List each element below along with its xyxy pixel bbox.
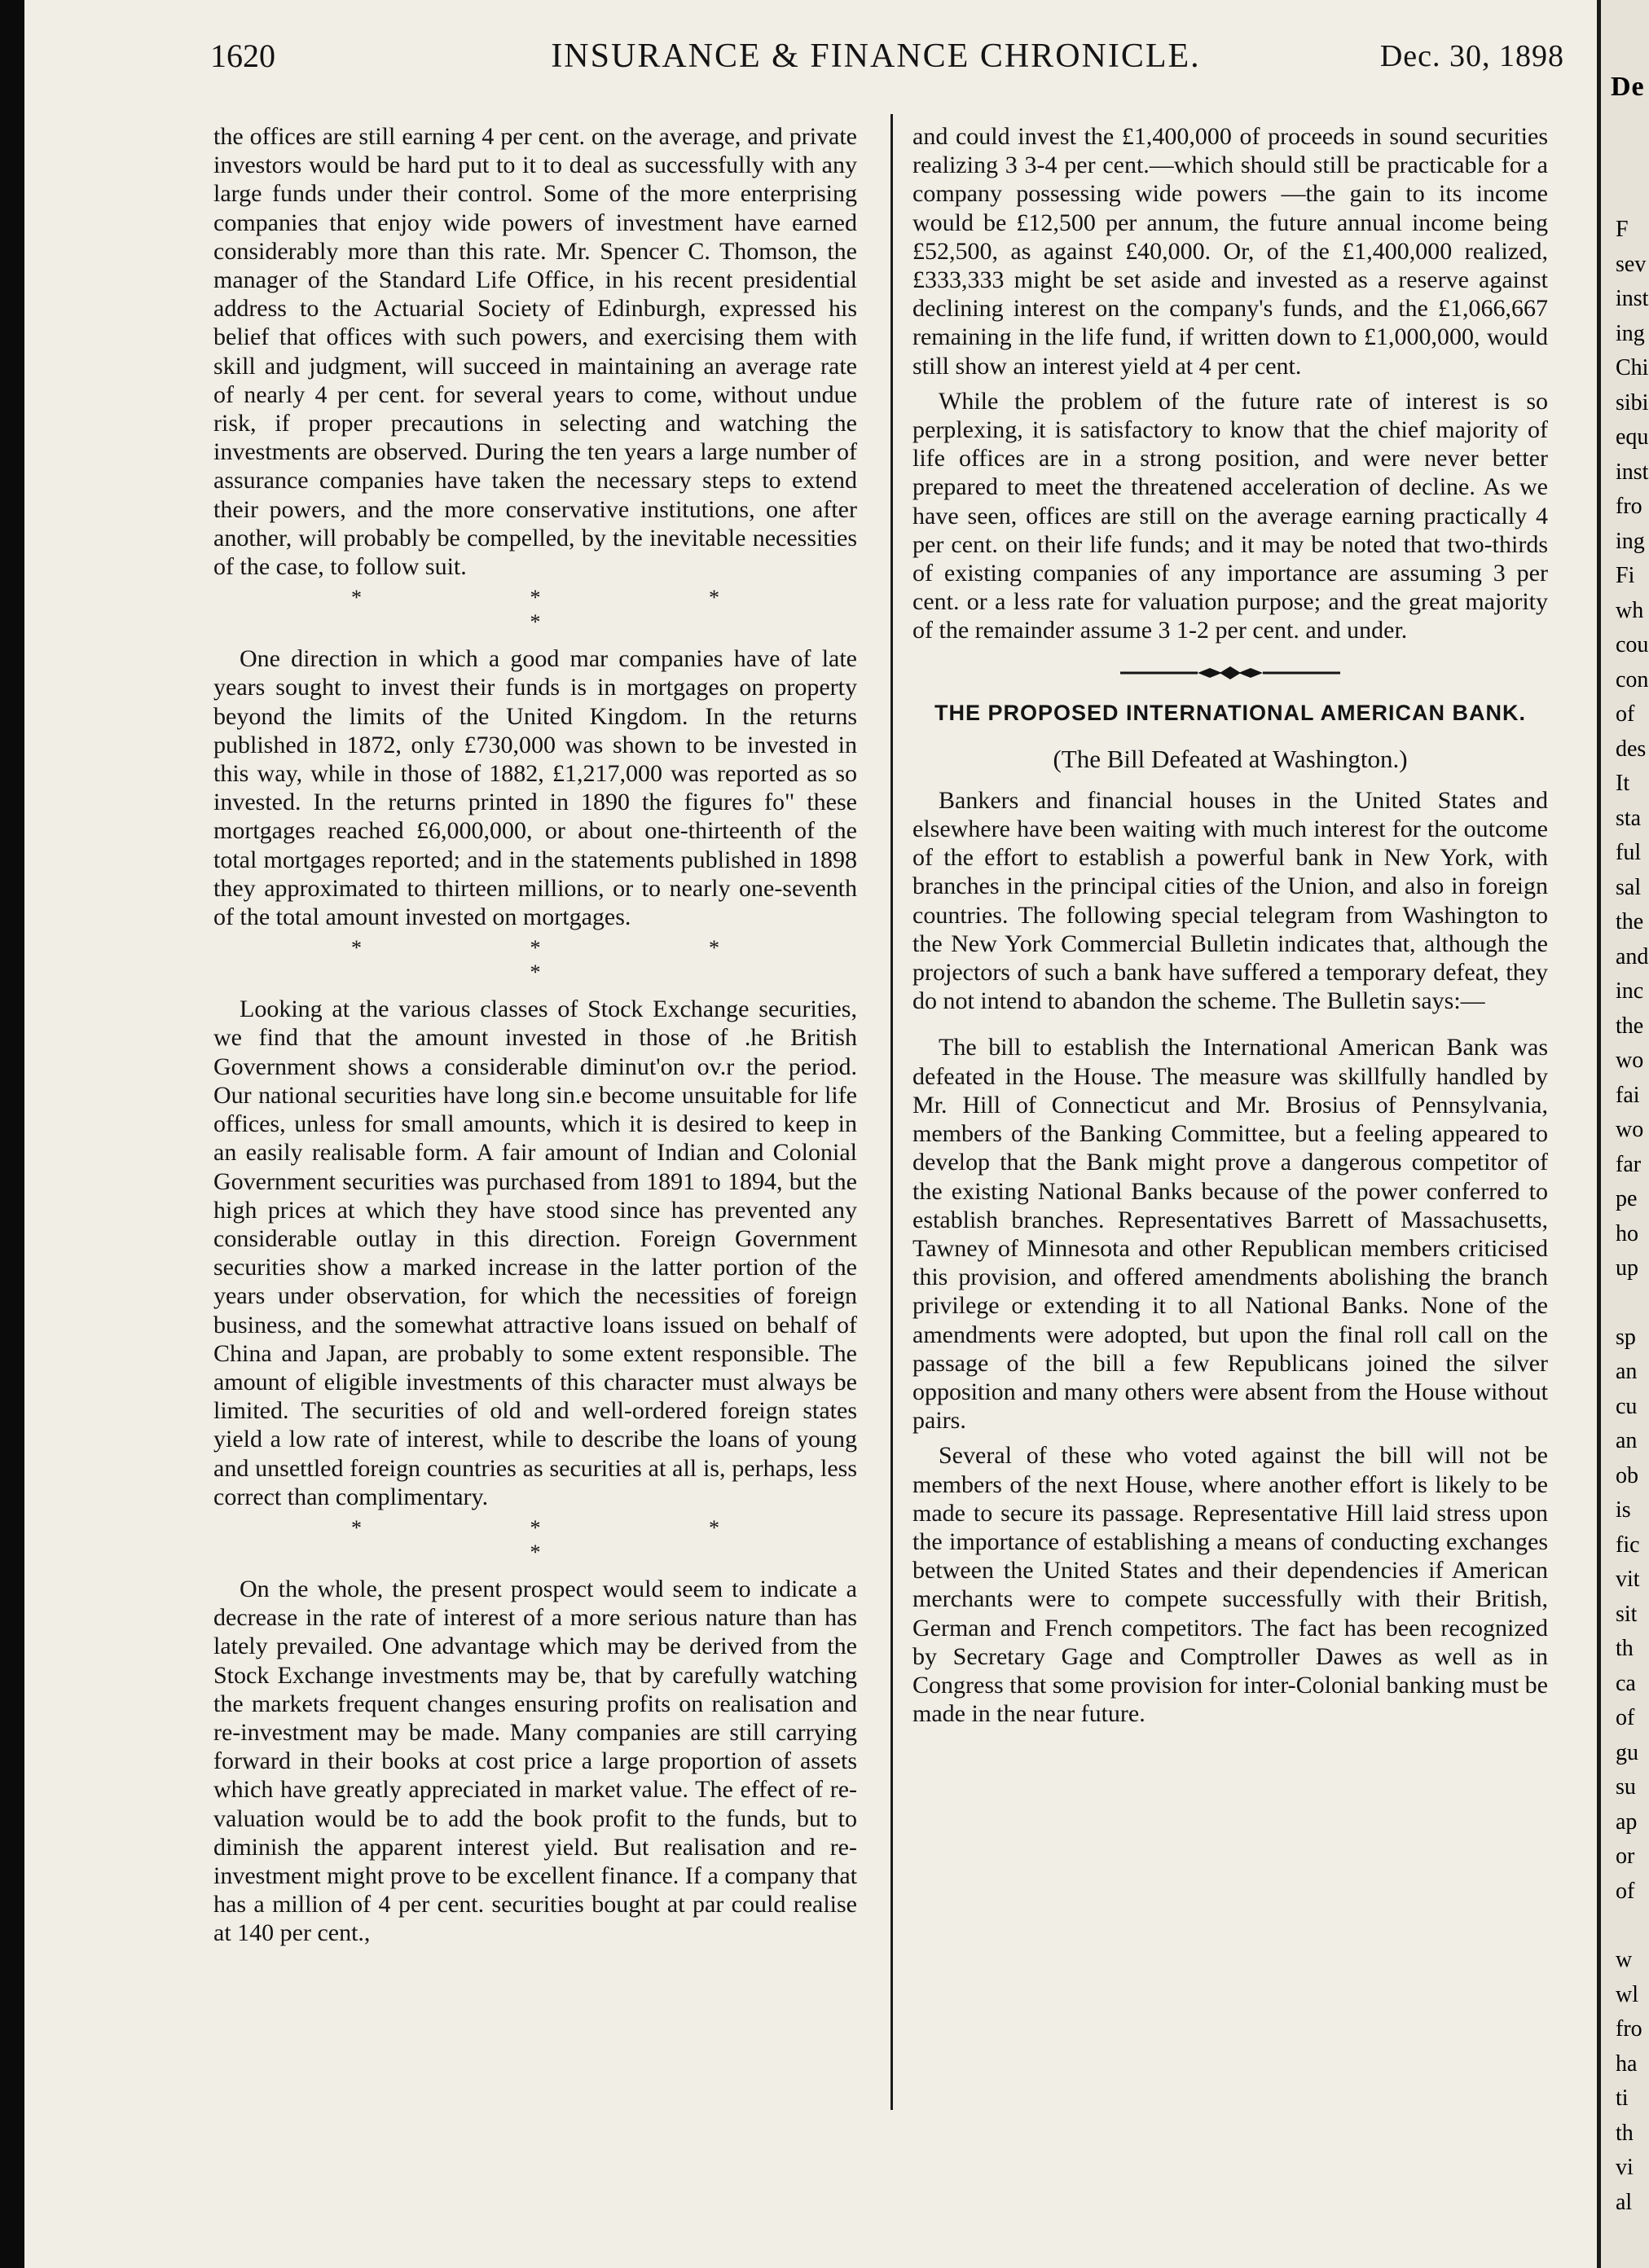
column-divider <box>890 114 893 2110</box>
adjacent-page-line-fragment: vi <box>1616 2155 1634 2180</box>
page-number: 1620 <box>210 37 275 74</box>
adjacent-page-line-fragment: w <box>1616 1947 1633 1972</box>
paragraph: the offices are still earning 4 per cent. on the average, and private investors would be hard put to it to deal as successfully with any large funds under their control. Some of the more enterprising companies that enjoy wide powers of investment have earned considerably more than this rate. Mr. Spencer C. Thomson, the manager of the Standard Life Office, in his recent presidential address to the Actuarial Society of Edinburgh, expressed his belief that offices with such powers, and exercising them with skill and judgment, will succeed in maintaining an average rate of nearly 4 per cent. for several years to come, without undue risk, if proper precautions in selecting and watching the investments are observed. During the ten years a large number of assurance companies have taken the necessary steps to extend their powers, and the more conservative institutions, one after another, will probably be compelled, by the inevitable necessities of the case, to follow suit. <box>213 123 857 581</box>
paragraph: Bankers and financial houses in the United States and elsewhere have been waiting with much interest for the outcome of the effort to establish a powerful bank in New York, with branches in the principal cities of the Union, and also in foreign countries. The following special telegram from Washington to the New York Commercial Bulletin indicates that, although the projectors of such a bank have suffered a temporary defeat, they do not intend to abandon the scheme. The Bulletin says:— <box>912 786 1548 1015</box>
adjacent-page-line-fragment: ho <box>1616 1220 1638 1246</box>
section-break-stars: * * * * <box>351 936 801 985</box>
adjacent-page-line-fragment: of <box>1616 701 1635 727</box>
adjacent-page-line-fragment: fai <box>1616 1082 1640 1108</box>
adjacent-page-line-fragment: an <box>1616 1428 1638 1453</box>
adjacent-page-line-fragment: of <box>1616 1878 1635 1904</box>
adjacent-page-line-fragment: th <box>1616 2120 1634 2146</box>
adjacent-page-line-fragment: wo <box>1616 1048 1644 1073</box>
adjacent-page-line-fragment: con <box>1616 666 1649 692</box>
adjacent-page-line-fragment: wh <box>1616 597 1644 623</box>
adjacent-page-line-fragment: gu <box>1616 1739 1638 1765</box>
adjacent-page-line-fragment: is <box>1616 1497 1631 1523</box>
adjacent-page-line-fragment: ap <box>1616 1809 1638 1835</box>
adjacent-page-line-fragment: the <box>1616 1013 1644 1039</box>
adjacent-page-text-group <box>1601 213 1649 1286</box>
page-header <box>187 37 1564 86</box>
adjacent-page-line-fragment: F <box>1616 217 1629 242</box>
adjacent-page-line-fragment: ob <box>1616 1462 1638 1488</box>
adjacent-page-line-fragment: of <box>1616 1705 1635 1730</box>
adjacent-page-line-fragment: wl <box>1616 1981 1638 2007</box>
paragraph: Looking at the various classes of Stock Exchange securities, we find that the amount invested in those of .he British Government shows a considerable diminut'on ov.r the period. Our national securities have long sin.e become unsuitable for life offices, unless for small amounts, which it is desired to keep in an easily realisable form. A fair amount of Indian and Colonial Government securities was purchased from 1891 to 1894, but the high prices at which they have stood since has prevented any considerable outlay in this direction. Foreign Government securities show a marked increase in the latter portion of the years under observation, for which the necessities of foreign business, and the somewhat attractive loans issued on behalf of China and Japan, are probably to some extent responsible. The amount of eligible investments of this character must always be limited. The securities of old and well-ordered foreign states yield a low rate of interest, while to describe the loans of young and unsettled foreign countries as securities at all is, perhaps, less correct than complimentary. <box>213 996 857 1510</box>
adjacent-page-line-fragment: ful <box>1616 840 1642 865</box>
paragraph: The bill to establish the International American Bank was defeated in the House. The measure was skillfully handled by Mr. Hill of Connecticut and Mr. Brosius of Pennsylvania, members of the Banking Committee, but a feeling appeared to develop that the Bank might prove a dangerous competitor of the existing National Banks because of the power conferred to establish branches. Representatives Barrett of Massachusetts, Tawney of Minnesota and other Republican members criticised this provision, and offered amendments abolishing the branch privilege or extending it to all National Banks. None of the amendments were adopted, but upon the final roll call on the passage of the bill a few Republicans joined the silver opposition and many others were absent from the House without pairs. <box>912 1034 1548 1435</box>
adjacent-page-line-fragment: inst <box>1616 286 1649 311</box>
paragraph: One direction in which a good mar companies have of late years sought to invest their funds is in mortgages on property beyond the limits of the United Kingdom. In the returns published in 1872, only £730,000 was shown to be invested in this way, while in those of 1882, £1,217,000 was reported as so invested. In the returns printed in 1890 the figures fo" these mortgages reached £6,000,000, or about one-thirteenth of the total mortgages reported; and in the statements published in 1898 they approximated to thirteen millions, or to nearly one-seventh of the total amount invested on mortgages. <box>213 645 857 931</box>
adjacent-page-line-fragment: su <box>1616 1774 1636 1800</box>
adjacent-page-line-fragment: sibi <box>1616 389 1649 415</box>
left-column <box>213 122 857 1948</box>
adjacent-page-line-fragment: sev <box>1616 251 1647 277</box>
issue-date: Dec. 30, 1898 <box>1379 39 1564 73</box>
ornament-icon <box>1120 665 1340 681</box>
paragraph: On the whole, the present prospect would seem to indicate a decrease in the rate of interest of a more serious nature than has lately prevailed. One advantage which may be derived from the Stock Exchange investments may be, that by carefully watching the markets frequent changes ensuring profits on realisation and re-investment may be made. Many companies are still carrying forward in their books at cost price a large proportion of assets which have greatly appreciated in market value. The effect of re-valuation would be to add the book profit to the funds, but to diminish the apparent interest yield. But realisation and re-investment might prove to be excellent finance. If a company that has a million of 4 per cent. securities bought at par could realise at 140 per cent., <box>213 1575 857 1947</box>
adjacent-page-line-fragment: up <box>1616 1255 1638 1281</box>
journal-title: INSURANCE & FINANCE CHRONICLE. <box>551 37 1201 75</box>
newspaper-page <box>24 0 1597 2268</box>
section-break-stars: * * * * <box>351 1515 801 1564</box>
adjacent-page-line-fragment: sp <box>1616 1324 1636 1350</box>
adjacent-page-line-fragment: vit <box>1616 1567 1640 1592</box>
section-ornament-rule <box>912 665 1548 681</box>
adjacent-page-line-fragment: It <box>1616 771 1630 796</box>
right-column <box>912 122 1548 1728</box>
adjacent-page-line-fragment: Fi <box>1616 563 1635 588</box>
adjacent-page-line-fragment: al <box>1616 2189 1633 2215</box>
adjacent-page-line-fragment: ca <box>1616 1670 1636 1696</box>
adjacent-page-line-fragment: th <box>1616 1636 1634 1661</box>
adjacent-page-line-fragment: equ <box>1616 424 1649 450</box>
adjacent-page-line-fragment: ing <box>1616 528 1645 554</box>
adjacent-page-edge <box>1597 0 1649 2268</box>
paragraph: While the problem of the future rate of interest is so perplexing, it is satisfactory to know that the chief majority of life offices are in a strong position, and were never better prepared to meet the threatened acceleration of decline. As we have seen, offices are still on the average earning practically 4 per cent. on their life funds; and it may be noted that two-thirds of existing companies of any importance are assuming 3 per cent. or a less rate for valuation purpose; and the great majority of the remainder assume 3 1-2 per cent. and under. <box>912 387 1548 644</box>
adjacent-page-line-fragment: Chi <box>1616 355 1649 380</box>
adjacent-page-line-fragment: ha <box>1616 2050 1638 2077</box>
paragraph: and could invest the £1,400,000 of proceeds in sound securities realizing 3 3-4 per cent.—which should still be practicable for a company possessing wide powers —the gain to its income would be £12,500 per annum, the future annual income being £52,500, as against £40,000. Or, of the £1,400,000 realized, £333,333 might be set aside and invested as a reserve against declining interest on the company's funds, and the £1,066,667 remaining in the life fund, if written down to £1,000,000, would still show an interest yield at 4 per cent. <box>912 123 1548 380</box>
adjacent-page-line-fragment: ing <box>1616 320 1645 346</box>
adjacent-page-line-fragment: or <box>1616 1844 1635 1869</box>
adjacent-page-line-fragment: sta <box>1616 805 1642 831</box>
section-break-stars: * * * * <box>351 586 801 635</box>
adjacent-page-line-fragment: pe <box>1616 1186 1638 1211</box>
adjacent-page-line-fragment: the <box>1616 909 1644 934</box>
article-title: THE PROPOSED INTERNATIONAL AMERICAN BANK. <box>934 700 1527 725</box>
adjacent-page-line-fragment: inc <box>1616 978 1644 1004</box>
adjacent-page-line-fragment: fic <box>1616 1532 1640 1558</box>
adjacent-page-line-fragment: sit <box>1616 1601 1638 1627</box>
paragraph: Several of these who voted against the bill will not be members of the next House, where another effort is likely to be made to secure its passage. Representative Hill laid stress upon the importance of establishing a means of conducting exchanges between the United States and their dependencies if American merchants were to compete successfully with their British, German and French competitors. The fact has been recognized by Secretary Gage and Comptroller Dawes as well as in Congress that some provision for inter-Colonial banking must be made in the near future. <box>912 1442 1548 1728</box>
adjacent-page-line-fragment: an <box>1616 1359 1638 1384</box>
adjacent-page-line-fragment: fro <box>1616 494 1642 519</box>
article-subtitle: (The Bill Defeated at Washington.) <box>1053 744 1408 773</box>
adjacent-page-line-fragment: des <box>1616 736 1647 762</box>
adjacent-page-line-fragment: inst <box>1616 459 1649 485</box>
adjacent-page-line-fragment: cou <box>1616 632 1649 657</box>
adjacent-page-line-fragment: fro <box>1616 2016 1642 2042</box>
adjacent-page-line-fragment: far <box>1616 1151 1642 1177</box>
adjacent-page-line-fragment: wo <box>1616 1117 1644 1142</box>
adjacent-page-line-fragment: ti <box>1616 2086 1629 2111</box>
adjacent-page-line-fragment: and <box>1616 943 1649 969</box>
adjacent-page-line-fragment: cu <box>1616 1393 1638 1419</box>
adjacent-page-text-group <box>1601 1943 1649 2220</box>
adjacent-page-header-fragment: De <box>1611 72 1645 102</box>
adjacent-page-text-group <box>1601 1321 1649 1910</box>
adjacent-page-line-fragment: sal <box>1616 874 1642 900</box>
